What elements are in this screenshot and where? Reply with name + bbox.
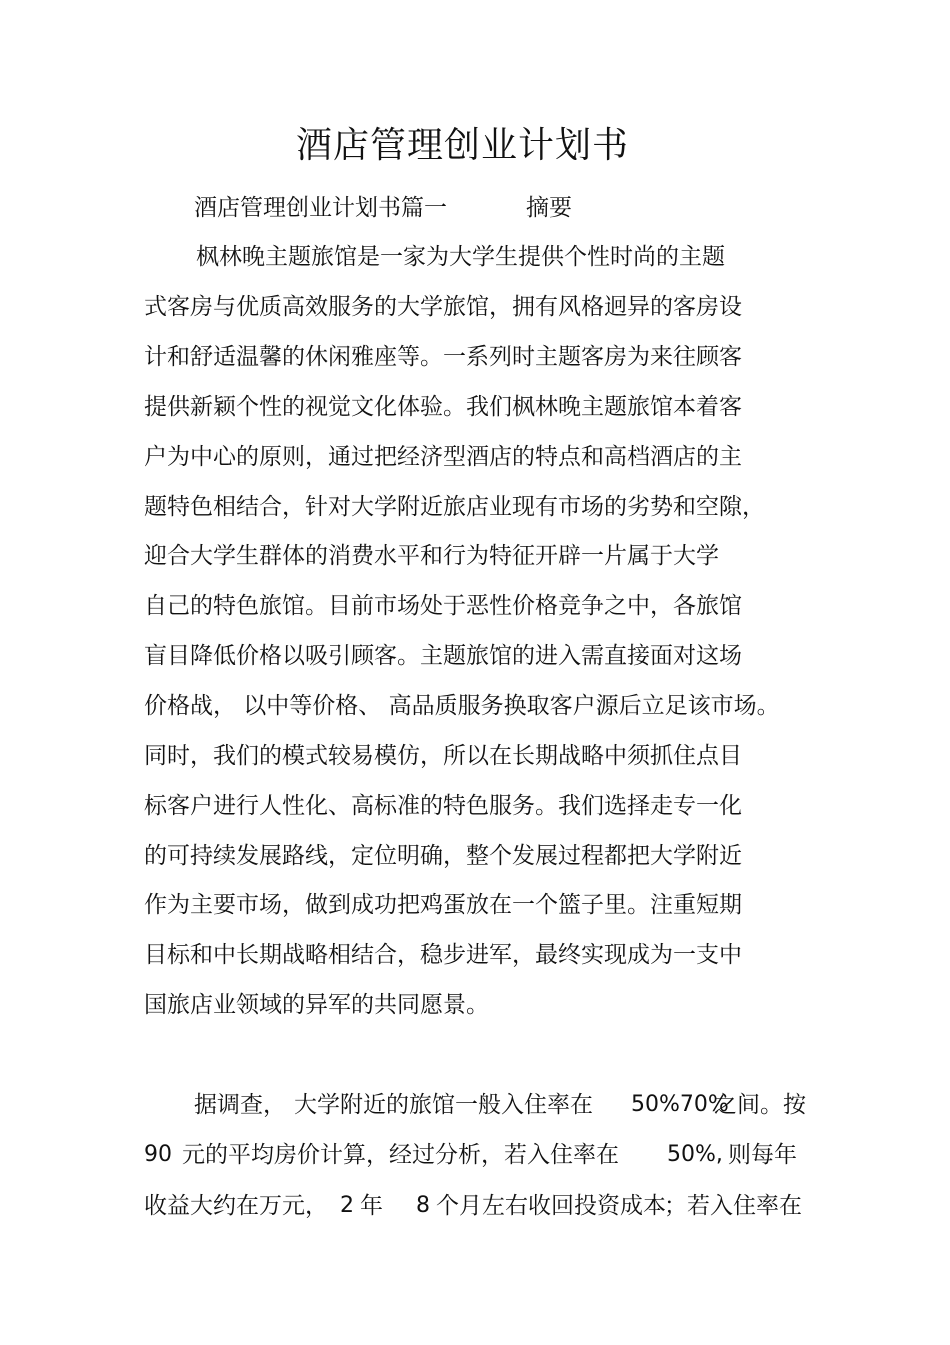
percent-range: 50%70% [631,1092,729,1117]
heading-text: 酒店管理创业计划书篇一 [194,195,447,221]
abstract-label: 摘要 [526,195,572,221]
paragraph-line: 迎合大学生群体的消费水平和行为特征开辟一片属于大学 [144,543,719,569]
paragraph-line: 作为主要市场，做到成功把鸡蛋放在一个篮子里。注重短期 [144,892,742,918]
paragraph-line: 标客户进行人性化、高标准的特色服务。我们选择走专一化 [144,793,742,819]
years-number: 2 [340,1193,354,1218]
paragraph-line: 国旅店业领域的异军的共同愿景。 [144,992,489,1018]
paragraph-line [0,1089,950,1121]
text-segment: 元的平均房价计算，经过分析，若入住率在 [182,1142,619,1168]
months-number: 8 [416,1193,430,1218]
paragraph-line: 计和舒适温馨的休闲雅座等。一系列时主题客房为来往顾客 [144,344,742,370]
paragraph-line: 户为中心的原则，通过把经济型酒店的特点和高档酒店的主 [144,444,742,470]
paragraph-line: 同时，我们的模式较易模仿，所以在长期战略中须抓住点目 [144,743,742,769]
paragraph-line: 枫林晚主题旅馆是一家为大学生提供个性时尚的主题 [196,244,725,270]
paragraph-line: 的可持续发展路线，定位明确，整个发展过程都把大学附近 [144,843,742,869]
paragraph-line: 题特色相结合，针对大学附近旅店业现有市场的劣势和空隙， [144,494,765,520]
occupancy-rate: 50%, [667,1142,723,1167]
text-segment: 个月左右收回投资成本 [436,1193,666,1219]
text-segment: 之间。 [714,1092,783,1118]
paragraph-line: 盲目降低价格以吸引顾客。主题旅馆的进入需直接面对这场 [144,643,742,669]
document-title: 酒店管理创业计划书 [295,125,629,166]
paragraph-line: 式客房与优质高效服务的大学旅馆，拥有风格迥异的客房设 [144,294,742,320]
paragraph-line [0,1139,950,1171]
text-segment: 年 [360,1193,383,1219]
paragraph-line [0,1190,950,1222]
text-segment: 收益大约在万元， [144,1193,328,1219]
paragraph-line: 自己的特色旅馆。目前市场处于恶性价格竞争之中，各旅馆 [144,593,742,619]
text-segment: 大学附近的旅馆一般入住率在 [294,1092,593,1118]
paragraph-line: 目标和中长期战略相结合，稳步进军，最终实现成为一支中 [144,942,742,968]
text-segment: 按 [783,1092,806,1118]
text-segment: 则每年 [728,1142,797,1168]
text-segment: ；若入住率在 [664,1193,802,1219]
price-number: 90 [144,1142,172,1167]
paragraph-line: 价格战， 以中等价格、 高品质服务换取客户源后立足该市场。 [144,693,780,719]
paragraph-line: 提供新颖个性的视觉文化体验。我们枫林晚主题旅馆本着客 [144,394,742,420]
text-segment: 据调查， [194,1092,286,1118]
